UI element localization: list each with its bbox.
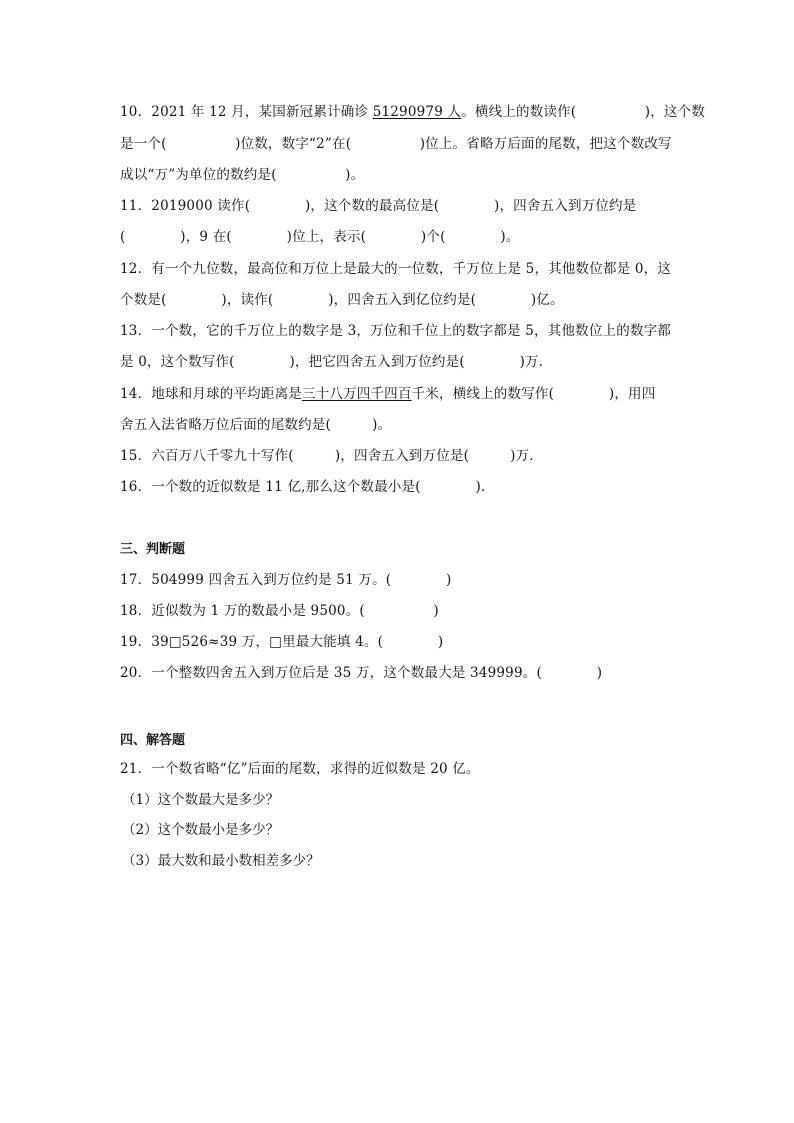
q14-line1 [120, 384, 680, 404]
q21: 21．一个数省略“亿”后面的尾数，求得的近似数是 20 亿。 [120, 761, 480, 777]
q21-sub1: （1）这个数最大是多少？ [122, 792, 280, 808]
q13-line2: 是 0，这个数写作( )，把它四舍五入到万位约是( )万． [120, 354, 553, 370]
q14-underlined-number: 三十八万四千四百 [301, 386, 412, 402]
q11-line2: ( )，9 在( )位上，表示( )个( )。 [120, 229, 520, 245]
q14-line2: 舍五入法省略万位后面的尾数约是( )。 [120, 417, 392, 433]
q12-line1: 12．有一个九位数，最高位和万位上是最大的一位数，千万位上是 5，其他数位都是 0，这 [120, 261, 672, 277]
q13-line1: 13．一个数，它的千万位上的数字是 3，万位和千位上的数字都是 5，其他数位上的数字都 [120, 323, 672, 339]
q10-line1 [120, 102, 706, 122]
q21-sub2: （2）这个数最小是多少？ [122, 822, 280, 838]
q18: 18．近似数为 1 万的数最小是 9500。( ) [120, 603, 439, 619]
q12-line2: 个数是( )，读作( )，四舍五入到亿位约是( )亿。 [120, 292, 564, 308]
q17: 17．504999 四舍五入到万位约是 51 万。( ) [120, 572, 452, 588]
section3-title: 三、判断题 [120, 542, 186, 557]
q14-text-a: 14．地球和月球的平均距离是 [120, 386, 302, 402]
q19: 19．39□526≈39 万，□里最大能填 4。( ) [120, 634, 444, 650]
q10-text-b: 。横线上的数读作( )，这个数 [461, 104, 706, 120]
q16-line1: 16．一个数的近似数是 11 亿,那么这个数最小是( )． [120, 479, 495, 495]
q14-text-b: 千米，横线上的数写作( )，用四 [411, 386, 656, 402]
q15-line1: 15．六百万八千零九十写作( )，四舍五入到万位是( )万． [120, 448, 544, 464]
q10-line2: 是一个( )位数，数字“2”在( )位上。省略万后面的尾数，把这个数改写 [120, 136, 672, 152]
q10-line3: 成以“万”为单位的数约是( )。 [120, 167, 365, 183]
q21-sub3: （3）最大数和最小数相差多少？ [122, 853, 320, 869]
q11-line1: 11．2019000 读作( )，这个数的最高位是( )，四舍五入到万位约是 [120, 198, 637, 214]
q10-text-a: 10．2021 年 12 月，某国新冠累计确诊 [120, 104, 373, 120]
section4-title: 四、解答题 [120, 733, 186, 748]
q10-underlined-number: 51290979 人 [372, 104, 462, 120]
q20: 20．一个整数四舍五入到万位后是 35 万，这个数最大是 349999。( ) [120, 665, 603, 681]
